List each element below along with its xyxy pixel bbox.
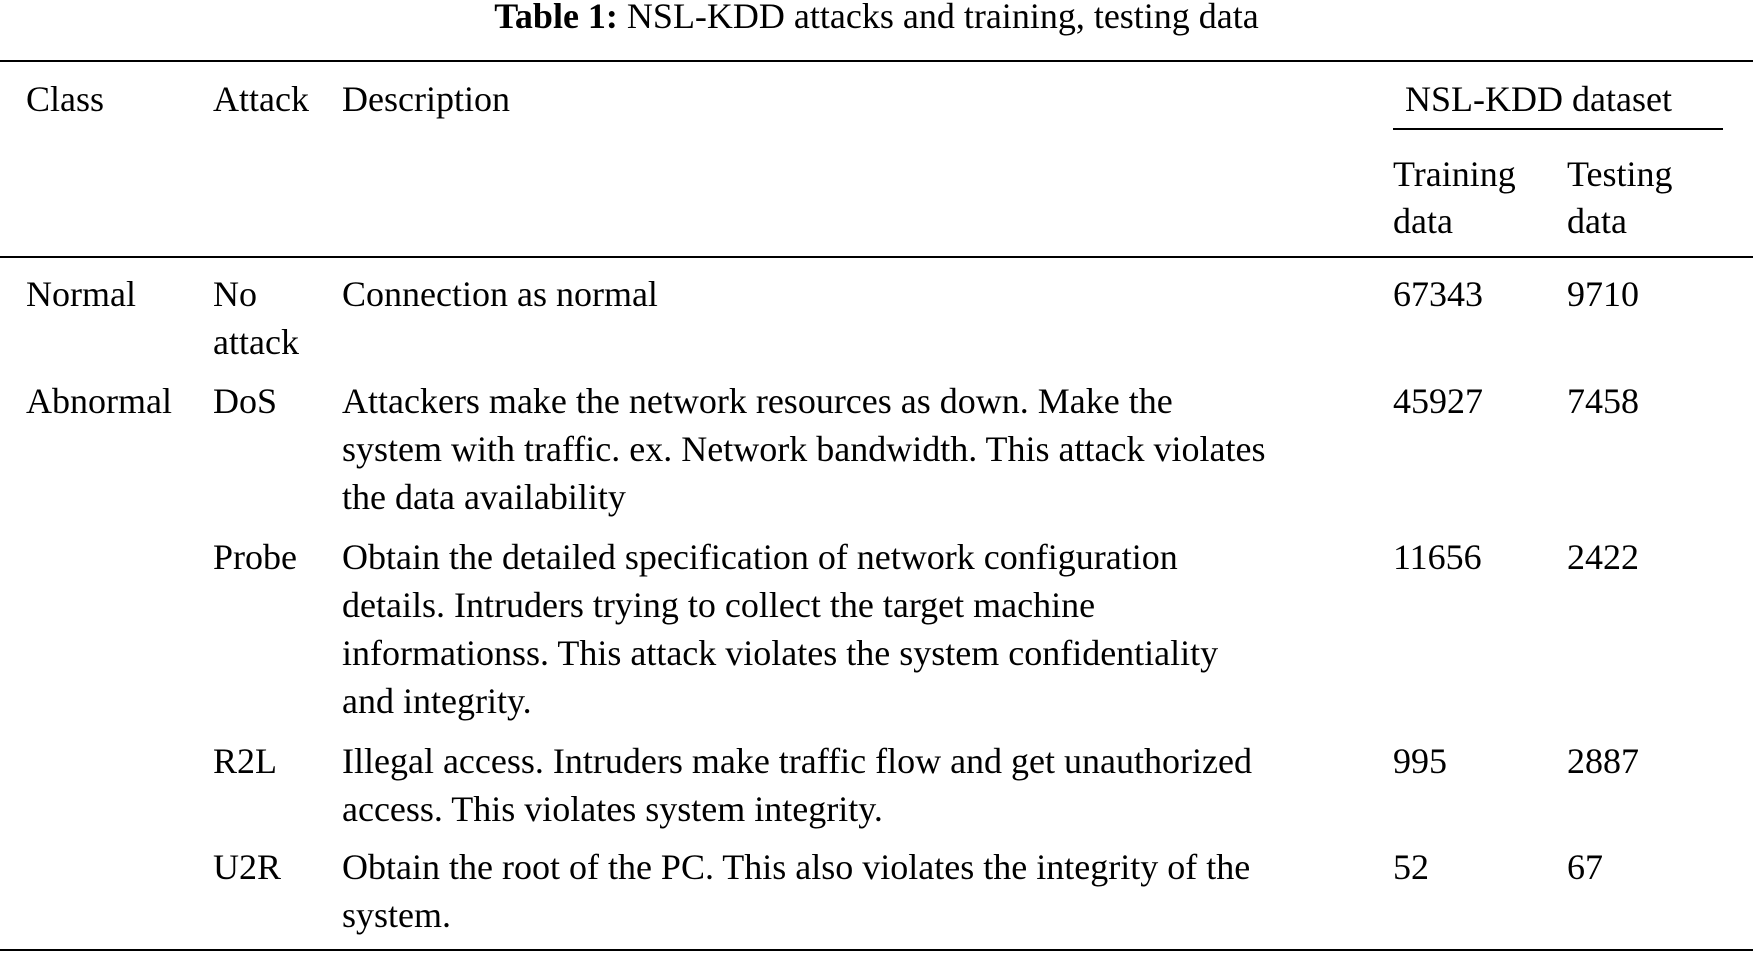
cell-class: Abnormal xyxy=(26,381,172,421)
cell-testing: 2422 xyxy=(1567,537,1639,577)
header-training-line1: Training xyxy=(1393,154,1516,194)
header-training-line2: data xyxy=(1393,201,1453,241)
cell-description-line: access. This violates system integrity. xyxy=(342,789,883,829)
cell-testing: 7458 xyxy=(1567,381,1639,421)
cell-description-line: Obtain the root of the PC. This also violates the integrity of the xyxy=(342,847,1251,887)
cell-description-line: Obtain the detailed specification of network configuration xyxy=(342,537,1178,577)
dataset-group-rule xyxy=(1393,128,1723,130)
bottom-rule xyxy=(0,949,1753,951)
cell-description-line: Illegal access. Intruders make traffic flow and get unauthorized xyxy=(342,741,1252,781)
header-dataset-group: NSL-KDD dataset xyxy=(1405,79,1672,119)
table-caption xyxy=(0,0,1753,40)
cell-training: 11656 xyxy=(1393,537,1482,577)
header-class: Class xyxy=(26,79,105,119)
cell-training: 52 xyxy=(1393,847,1429,887)
table-caption-text: NSL-KDD attacks and training, testing data xyxy=(626,0,1259,36)
cell-testing: 67 xyxy=(1567,847,1603,887)
cell-description-line: Attackers make the network resources as down. Make the xyxy=(342,381,1173,421)
cell-attack-line2: attack xyxy=(213,322,299,362)
header-testing-line1: Testing xyxy=(1567,154,1673,194)
cell-attack: DoS xyxy=(213,381,278,421)
cell-description-line: and integrity. xyxy=(342,681,532,721)
cell-description-line: the data availability xyxy=(342,477,626,517)
header-rule xyxy=(0,256,1753,258)
cell-testing: 2887 xyxy=(1567,741,1639,781)
table-caption-label: Table 1: xyxy=(494,0,618,36)
cell-training: 45927 xyxy=(1393,381,1483,421)
cell-training: 995 xyxy=(1393,741,1447,781)
header-description: Description xyxy=(342,79,510,119)
header-testing-line2: data xyxy=(1567,201,1627,241)
cell-description-line: informationss. This attack violates the system confidentiality xyxy=(342,633,1219,673)
top-rule xyxy=(0,60,1753,62)
cell-attack: R2L xyxy=(213,741,278,781)
cell-class: Normal xyxy=(26,274,136,314)
cell-testing: 9710 xyxy=(1567,274,1639,314)
cell-attack: U2R xyxy=(213,847,282,887)
cell-description: Connection as normal xyxy=(342,274,658,314)
header-attack: Attack xyxy=(213,79,309,119)
cell-attack-line1: No xyxy=(213,274,257,314)
cell-description-line: system. xyxy=(342,895,452,935)
cell-training: 67343 xyxy=(1393,274,1483,314)
cell-attack: Probe xyxy=(213,537,297,577)
cell-description-line: system with traffic. ex. Network bandwidth. This attack violates xyxy=(342,429,1266,469)
cell-description-line: details. Intruders trying to collect the target machine xyxy=(342,585,1096,625)
